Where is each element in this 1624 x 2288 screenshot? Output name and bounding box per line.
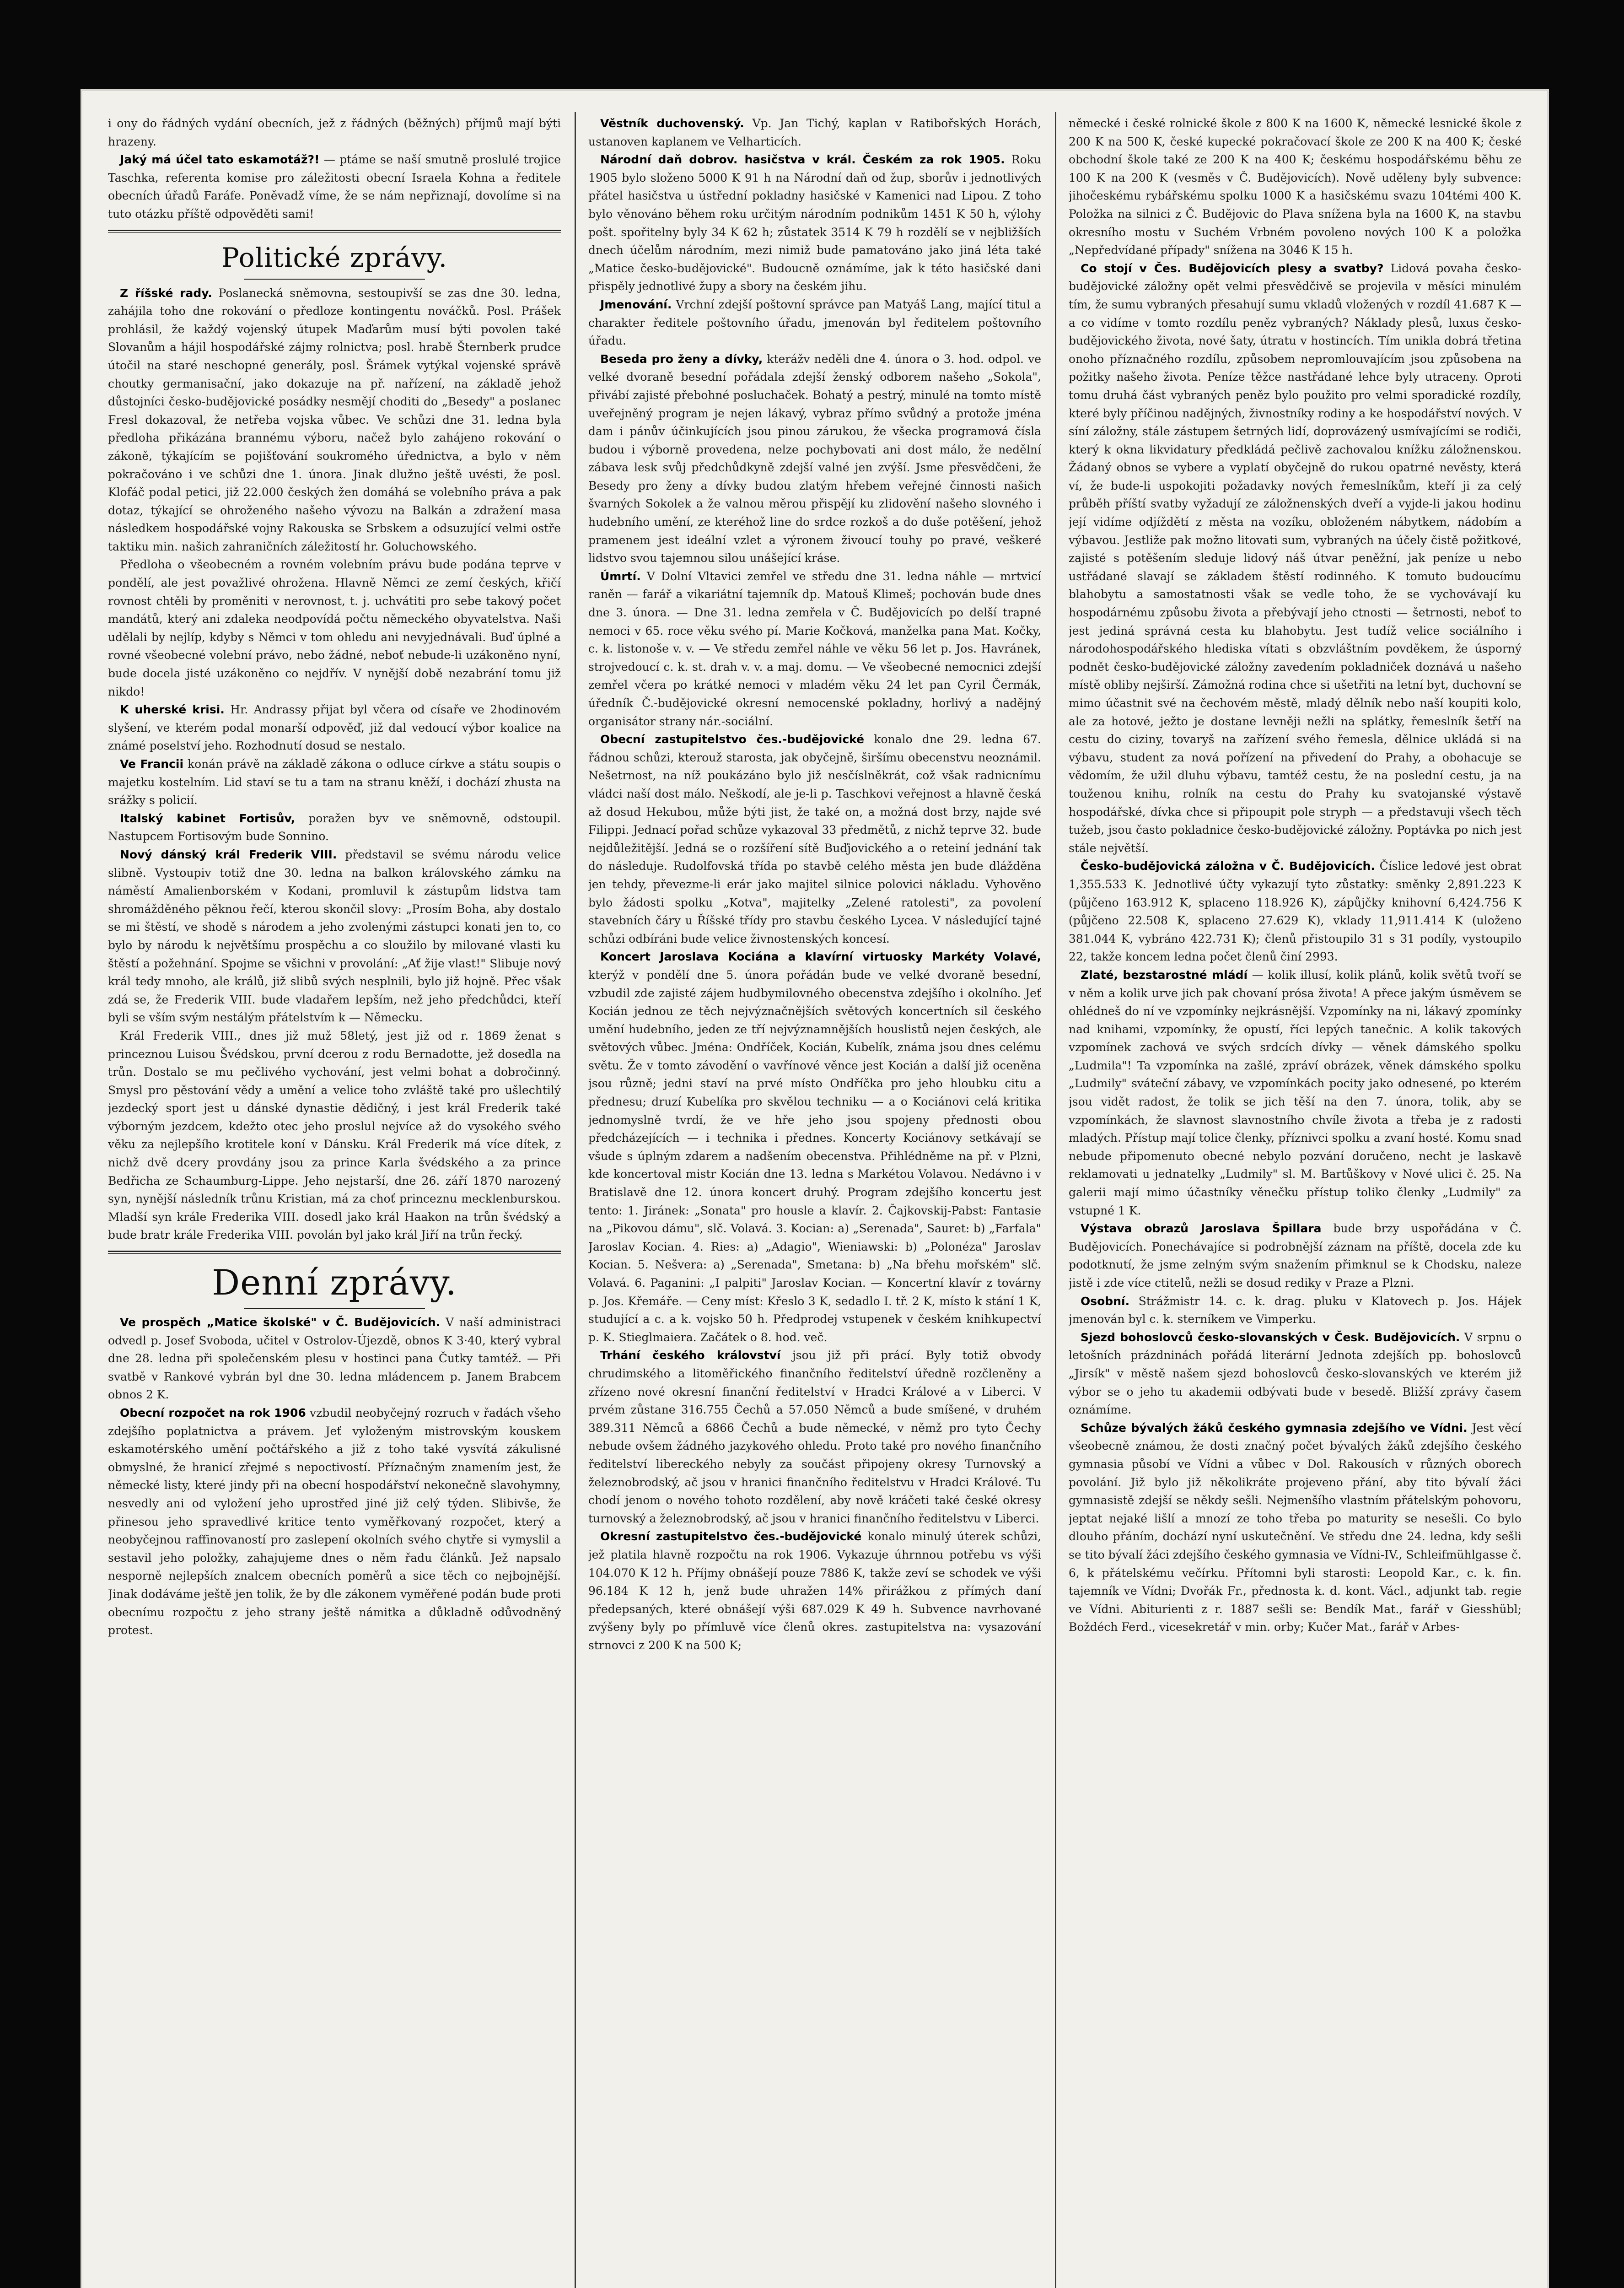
section-title-daily: Denní zprávy.	[212, 1262, 457, 1303]
article-heading: Obecní rozpočet na rok 1906	[120, 1406, 306, 1419]
paragraph	[588, 296, 1041, 350]
paragraph	[1069, 1292, 1522, 1328]
column-rule	[575, 112, 576, 2288]
title-underline	[244, 1308, 425, 1309]
article-heading: Ve prospěch „Matice školské" v Č. Budějovicích.	[120, 1316, 441, 1329]
article-text: jsou již při prácí. Byly totiž obvody chrudimského a litoměřického finančního ředitelství úředně rozčleněny a zřízeno nové okresní finanční ředitelství v Hradci Králové a v Liberci. V prvém zůstane 316.755 Čechů a 57.050 Němců a bude smíšené, v druhém 389.311 Němců a 6866 Čechů a bude německé, v němž pro tyto Čechy nebude ovšem žádného jazykového ohledu. Proto také pro nového finančního ředitelství libereckého nebyly za součást připojeny okresy Turnovský a železnobrodský, ač jsou v hranici finančního ředitelstvu v Hradci Králové. Tu chodí jenom o nového tohoto rozdělení, aby nově kráčeti také české okresy turnovský a železnobrodský, ač jsou v hranici finančního ředitelstvu v Liberci.	[588, 1349, 1041, 1525]
article-heading: Jmenování.	[600, 297, 672, 311]
paragraph: Král Frederik VIII., dnes již muž 58letý, jest již od r. 1869 ženat s princeznou Luisou Švédskou, první dcerou z rodu Bernadotte, jež dosedla na trůn. Dostalo se mu pečlivého vychování, jest velmi bohat a dobročinný. Smysl pro pěstování vědy a umění a velice toho zvláště také pro ušlechtilý jezdecký sport jest u dánské dynastie dědičný, i jest král Frederik také výborným jezdcem, kdežto otec jeho proslul nejvíce až do vysokého svého věku za nejlepšího krotitele koní v Dánsku. Král Frederik má více dítek, z nichž dvě dcery provdány jsou za prince Karla švédského a za prince Bedřicha ze Schaumburg-Lippe. Jeho nejstarší, dne 26. září 1870 narozený syn, nynější následník trůnu Kristian, má za choť princeznu mecklenburskou. Mladší syn krále Frederika VIII. dosedl jako král Haakon na trůn švédský a bude bratr krále Frederika VIII. povolán byl jako král Jiří na trůn řecký.	[108, 1029, 561, 1242]
newspaper-page	[81, 89, 1549, 2288]
paragraph	[1069, 259, 1522, 858]
article-text: kterýž v pondělí dne 5. února pořádán bude ve velké dvoraně besední, vzbudil zde zajisté zájem hudbymilovného obecenstva zdejšího i okolního. Jeť Kocián jednou ze těch nejvýznačnějších světových koncertních sil českého umění hudebního, jeden ze tří nejvýznamnějších houslistů nejen českých, ale světových vůbec. Jména: Ondříček, Kocián, Kubelík, známa jsou dnes celému světu. Že v tomto závodění o vavřínové věnce jest Kocián a další již oceněna jsou různě; jedni staví na prvé místo Ondříčka pro jeho hloubku citu a přednesu; druzí Kubelíka pro skvělou techniku — a o Kociánovi celá kritika jednomyslně tvrdí, že ve hře jeho jsou spojeny přednosti obou předcházejících — i technika i přednes. Koncerty Kociánovy setkávají se všude s úplným zdarem a nadšením obecenstva. Přihlédněme na př. v Plzni, kde koncertoval mistr Kocián dne 13. ledna s Markétou Volavou. Nedávno i v Bratislavě dne 12. února koncert druhý. Program zdejšího koncertu jest tento: 1. Jiránek: „Sonata" pro housle a klavír. 2. Čajkovskij-Pabst: Fantasie na „Pikovou dámu", slč. Volavá. 3. Kocian: a) „Serenada", Sauret: b) „Farfala" Jaroslav Kocian. 4. Ries: a) „Adagio", Wieniawski: b) „Polonéza" Jaroslav Kocian. 5. Nešvera: a) „Serenada", Smetana: b) „Na břehu mořském" slč. Volavá. 6. Paganini: „I palpiti" Jaroslav Kocian. — Koncertní klavír z továrny p. Jos. Křemáře. — Ceny míst: Křeslo 3 K, sedadlo I. tř. 2 K, místo k stání 1 K, studující a c. a k. vojsko 50 h. Předprodej vstupenek v českém knihkupectví p. K. Stieglmaiera. Začátek o 8. hod. več.	[588, 968, 1041, 1344]
paragraph	[108, 151, 561, 223]
article-text: Roku 1905 bylo složeno 5000 K 91 h na Národní daň od žup, sborův i jednotlivých přátel hasičstva u ústřední pokladny hasičské v Kamenici nad Lipou. Z toho bylo věnováno během roku určitým národním podnikům 1451 K 50 h, výlohy pošt. spořitelny byly 34 K 62 h; zůstatek 3514 K 79 h rozdělí se v nejbližších dnech účelům národním, mezi nimiž bude pamatováno jako jiná léta také „Matice česko-budějovické". Budoucně oznámíme, jak k této hasičské dani přispěly jednotlivé župy a sbory na českém jihu.	[588, 153, 1041, 293]
article-text: poražen byv ve sněmovně, odstoupil. Nastupcem Fortisovým bude Sonnino.	[108, 811, 561, 843]
article-text: — kolik illusí, kolik plánů, kolik světů tvoří se v něm a kolik urve jich pak chovaní prósa života! A přece jakým úsměvem se ohlédneš do ní ve vzpomínky nejkrásnější. Vzpomínky na ni, lákavý zpomínky nad knihami, vzpomínky, že opustí, říci lepých tanečnic. A kolik takových vzpomínek zachová ve svých srdcích dívky — věnek dámského spolku „Ludmila"! Ta vzpomínka na zašlé, zpráví obrázek, věnek dámského spolku „Ludmily" sváteční zábavy, ve vzpomínkách pocity jako odnesené, po kterém jsou vidět radost, že tolik se jich těší na den 7. února, tolik, aby se vzpomínkách, že slavnost slavnostního chvíle života a třeba je z radosti mladých. Přístup mají tolice členky, příznivci spolku a zvaní hosté. Komu snad nebude připomenuto obecné nebylo pozvání doručeno, necht je laskavě reklamovati u jednatelky „Ludmily" sl. M. Bartůškovy v Nové ulici č. 25. Na galerii mají mimo účastníky věnečku přístup toliko členky „Ludmily" za vstupné 1 K.	[1069, 968, 1522, 1217]
paragraph	[588, 151, 1041, 296]
article-heading: Obecní zastupitelstvo čes.-budějovické	[600, 733, 865, 746]
paragraph	[588, 114, 1041, 151]
column-middle	[588, 114, 1041, 2288]
paragraph	[108, 846, 561, 1027]
article-text: Poslanecká sněmovna, sestoupivší se zas dne 30. ledna, zahájila toho dne rokování o předloze kontingentu nováčků. Posl. Prášek prohlásil, že každý vojenský útupek Maďarům musí býti povolen také Slovanům a hájil hospodářské zájmy rolnictva; posl. hrabě Šternberk prudce útočil na staré neschopné generály, posl. Šrámek vytýkal vojenské správě choutky germanisační, jako dokazuje na př. nařízení, na základě jehož důstojníci česko-budějovické posádky nesmějí choditi do „Besedy" a poslanec Fresl dokazoval, že netřeba vojska vůbec. Ve schůzi dne 31. ledna byla předloha přikázána brannému výboru, načež bylo zahájeno rokování o zákoně, týkajícím se pojišťování soukromého úřednictva, a bylo v něm pokračováno i ve schůzi dne 1. února. Jinak dlužno ještě uvésti, že posl. Klofáč podal petici, již 22.000 českých žen domáhá se volebního práva a pak dotaz, týkající se ohroženého našeho vývozu na Balkán a zdražení masa následkem hospodářské vojny Rakouska se Srbskem a odsuzující velmi ostře taktiku min. našich zahraničních záležitostí hr. Goluchowského.	[108, 286, 561, 553]
column-rule	[1055, 112, 1056, 2288]
article-text: V srpnu o letošních prázdninách pořádá literární Jednota zdejších pp. bohoslovců „Jirsík" v městě našem sjezd bohoslovců česko-slovanských ve kterém již výbor se o jeho tu akademii odbývati bude v besedě. Bližší zprávy časem oznámíme.	[1069, 1330, 1522, 1417]
article-heading: Nový dánský král Frederik VIII.	[120, 847, 337, 861]
article-text: představil se svému národu velice slibně. Vystoupiv totiž dne 30. ledna na balkon královského zámku na náměstí Amalienborském v Kodani, promluvil k zástupům lidstva tam shromážděného pěknou řečí, kterou skončil slovy: „Prosím Boha, aby dostalo se mi štěstí, ve shodě s národem a jeho zvolenými zástupci konati jen to, co bylo by národu k největšímu prospěchu a co sloužilo by milované vlasti ku štěstí a požehnání. Spojme se všichni v provolání: „Ať žije vlast!" Slibuje nový král tedy mnoho, ale králů, již slibů svých nesplnili, bylo již hojně. Přec však zdá se, že Frederik VIII. bude vladařem lepším, než jeho předchůdci, kteří byli se vším svým nestálým přátelstvím k — Německu.	[108, 847, 561, 1025]
paragraph	[1069, 1419, 1522, 1636]
paragraph: i ony do řádných vydání obecních, jež z řádných (běžných) příjmů mají býti hrazeny.	[108, 117, 561, 148]
article-text: Vrchní zdejší poštovní správce pan Matyáš Lang, mající titul a charakter ředitele poštovního úřadu, jmenován byl ředitelem poštovního úřadu.	[588, 297, 1041, 348]
paragraph	[588, 730, 1041, 948]
article-text: bude brzy uspořádána v Č. Budějovicích. Ponechávajíce si podrobnější záznam na příště, docela zde ku podotknutí, že jsme zelným svým snažením přimknul se k Chodsku, naleze jistě i zde více ctitelů, nežli se dosud rediky v Praze a Plzni.	[1069, 1222, 1522, 1290]
article-text: kterážv neděli dne 4. února o 3. hod. odpol. ve velké dvoraně besední pořádala zdejší ženský odborem našeho „Sokola", přivábí zajisté přebohné posluchaček. Bohatý a pestrý, minulé na tomto místě uveřejněný program je nejen lákavý, vybraz přímo svůdný a protože jména dam i pánův účinkujících jsou pinou zárukou, že všecka programová čísla budou i výborně provedena, nelze pochybovati ani dost málo, že nedělní zábava lesk svůj předchůdkyně zdejší valné jen zvýší. Jsme přesvědčeni, že Besedy pro ženy a dívky budou zlatým hřebem veřejné činnosti našich švarných Sokolek a že valnou měrou přispějí ku zlidovění našeho slovného i hudebního umění, ze kteréhož line do srdce rozkoš a do duše potěšení, jehož pramenem jest ideální vzlet a výronem živoucí touhy po pravé, veškeré lidstvo svou tajemnou silou unášející kráse.	[588, 352, 1041, 565]
paragraph	[1069, 857, 1522, 966]
article-heading: Schůze bývalých žáků českého gymnasia zdejšího ve Vídni.	[1081, 1421, 1468, 1435]
article-heading: Z říšské rady.	[120, 286, 212, 300]
paragraph	[108, 1404, 561, 1640]
column-right	[1069, 114, 1522, 2288]
paragraph	[588, 350, 1041, 567]
article-text: Strážmistr 14. c. k. drag. pluku v Klatovech p. Jos. Hájek jmenován byl c. k. sterníkem ve Vimperku.	[1069, 1294, 1522, 1326]
article-heading: Trhání českého království	[600, 1349, 781, 1362]
article-heading: Beseda pro ženy a dívky,	[600, 352, 763, 366]
paragraph	[1069, 1328, 1522, 1419]
paragraph	[588, 1346, 1041, 1527]
section-divider	[108, 1251, 561, 1254]
article-heading: Italský kabinet Fortisův,	[120, 811, 296, 825]
article-heading: Zlaté, bezstarostné mládí	[1081, 968, 1248, 982]
article-text: Jest věcí všeobecně známou, že dosti značný počet bývalých žáků zdejšího českého gymnasia působí ve Vídni a vůbec v Dol. Rakousích v různých oborech povolání. Již bylo již několikráte projeveno přání, aby tito bývalí žáci gymnasistě zdejší se někdy sešli. Nejmenšího vlastním přátelským pohovoru, jeptat nejaké lišlí a mnozí ze toho třeba po maturity se nesešli. Co bylo dlouho přáním, dochází nyní uskutečnění. Ve středu dne 24. ledna, kdy sešli se tito bývalí žáci zdejšího českého gymnasia ve Vídni-IV., Schleifmühlgasse č. 6, k přátelskému večírku. Přítomni byli starosti: Leopold Kar., c. k. fin. tajemník ve Vídni; Dvořák Fr., přednosta k. d. kont. Václ., adjunkt tab. regie ve Vídni. Abiturienti z r. 1887 sešli se: Bendík Mat., farář v Giesshübl; Boždéch Ferd., vicesekretář v min. orby; Kučer Mat., farář v Arbes-	[1069, 1421, 1522, 1634]
article-text: vzbudil neobyčejný rozruch v řadách všeho zdejšího poplatnictva a právem. Jeť vyloženým mistrovským kouskem eskamotérského umění počtářského a již z toho také vysvítá zákulisné obmyslné, že hranicí zřejmé s nepoctivostí. Příznačným znamením jest, že německé listy, které jindy při na obecní hospodářství nekonečně slavohymny, nesvedly ani od vyložení jeho uprostřed jiné již celý týden. Slibivše, že přinesou jeho spravedlivé kritice tento vyměřkovaný rozpočet, který a neobyčejnou raffinovaností pro zaslepení okolních svého chytře si vymyslil a sestavil jeho položky, zahajujeme dnes o něm řadu článků. Jež napsalo nesporně nejlepších znalcem obecních poměrů a sice těch co nejbojnější. Jinak dodáváme ještě jen tolik, že by dle zákonem vyměřené podán bude proti obecnímu rozpočtu z jeho strany ještě námitka a důkladně odůvodněný protest.	[108, 1406, 561, 1637]
section-divider	[108, 230, 561, 233]
article-text: konalo dne 29. ledna 67. řádnou schůzi, kterouž starosta, jak obyčejně, širšímu obecenstvu neoznámil. Nešetrnost, na níž poukázáno bylo již nesčíslněkrát, což však radnicnímu vládci naší dost málo. Neškodí, ale je-li p. Taschkovi veřejnost a hlavně česká až dosud Hekubou, může býti jist, že také on, a možná dost brzy, najde své Filippi. Jednací pořad schůze vykazoval 33 předmětů, z nichž teprve 32. bude nejdůležitější. Jedná se o rozšíření sítě Buďjovického a o reteiní jednání tak do následuje. Rudolfovská třída po stavbě celého města jen bude dlážděna jen tehdy, převezme-li erár jako majitel silnice polovici nákladu. Vyhověno bylo žádosti spolku „Kotva", majitelky „Zelené ratolesti", za povolení stavebních čáry u Říšské třídy pro stavbu českého Lycea. V následující tajné schůzi odbíráni bude velice živnostenských koncesí.	[588, 733, 1041, 945]
paragraph	[108, 1313, 561, 1404]
article-text: V Dolní Vltavici zemřel ve středu dne 31. ledna náhle — mrtvicí raněn — farář a vikariátní tajemník dp. Matouš Klimeš; pochován bude dnes dne 3. února. — Dne 31. ledna zemřela v Č. Budějovicích po delší trapné nemoci v 65. roce věku svého pí. Marie Kočková, manželka pana Mat. Kočky, c. k. listonoše v. v. — Ve středu zemřel náhle ve věku 56 let p. Jos. Havránek, strojvedoucí c. k. st. drah v. v. a maj. domu. — Ve všeobecné nemocnici zdejší zemřel včera po krátké nemoci v mladém věku 24 let pan Cyril Čermák, úředník Č.-budějovické okresní nemocenské pokladny, horlivý a nadějný organisátor strany nár.-sociální.	[588, 569, 1041, 728]
column-left	[108, 114, 561, 2288]
paragraph	[108, 809, 561, 846]
article-heading: Okresní zastupitelstvo čes.-budějovické	[600, 1530, 862, 1543]
article-heading: Národní daň dobrov. hasičstva v král. Českém za rok 1905.	[600, 153, 1005, 167]
paragraph	[1069, 1220, 1522, 1292]
article-heading: Koncert Jaroslava Kociána a klavírní virtuosky Markéty Volavé,	[600, 950, 1041, 964]
paragraph: Předloha o všeobecném a rovném volebním právu bude podána teprve v pondělí, ale jest považlivé ohrožena. Hlavně Němci ze zemí českých, křičí rovnost chtěli by proměniti v nerovnost, t. j. uchvátiti pro sebe takový počet mandátů, který ani zdaleka neodpovídá počtu německého obyvatelstva. Naši udělali by nejlíp, kdyby s Němci v tom ohledu ani nevyjednávali. Buď úplné a rovné všeobecné volební právo, nebo žádné, neboť nebude-li uzákoněno nyní, bude docela jisté uzákoněno co nejdřív. V nynější době nezabrání tomu již nikdo!	[108, 558, 561, 698]
article-text: — ptáme se naší smutně proslulé trojice Taschka, referenta komise pro záležitosti obecní Israela Kohna a ředitele obecních úřadů Faráfe. Poněvadž víme, že se nám nepřiznají, dovolíme si na tuto otázku příště odpověděti sami!	[108, 153, 561, 221]
article-text: V naší administraci odvedl p. Josef Svoboda, učitel v Ostrolov-Újezdě, obnos K 3·40, který vybral dne 28. ledna při společenském plesu v hostinci pana Čutky tamtéž. — Při svatbě v Rankové vybrán byl dne 30. ledna mládencem p. Janem Brabcem obnos 2 K.	[108, 1316, 561, 1402]
article-heading: Česko-budějovická záložna v Č. Budějovicích.	[1081, 859, 1375, 873]
paragraph	[108, 755, 561, 809]
article-heading: Výstava obrazů Jaroslava Špillara	[1081, 1222, 1322, 1236]
article-heading: Ve Francii	[120, 757, 184, 771]
paragraph	[108, 701, 561, 755]
paragraph	[588, 1527, 1041, 1654]
article-heading: Osobní.	[1081, 1294, 1130, 1308]
article-heading: Jaký má účel tato eskamotáž?!	[120, 153, 320, 167]
paragraph	[588, 948, 1041, 1346]
article-text: Lidová povaha česko-budějovické záložny opět velmi přesvědčivě se projevila v měsíci minulém tím, že sumu vybraných přesahují sumu vkladů vložených v rozdíl 41.687 K — a co vidíme v tomto rozdílu peněz vybraných? Náklady plesů, luxus česko-budějovického života, nové šaty, útratu v hostincích. Tím unikla dobrá třetina onoho příznačného rozdílu, způsobem nepromlouvajícím jsou způsobena na požitky našeho života. Peníze těžce nastřádané lehce byly utraceny. Oproti tomu druhá část vybraných peněz bylo použito pro velmi sporadické rozdíly, které byly příčinou nadějných, živnostníky rodiny a ke hospodářství nových. V síní záložny, stále zástupem šetrných lidí, doprovázený usmívajícími se rodiči, který k okna likvidatury předkládá pečlivě zachovalou knížku záložnenskou. Žádaný obnos se vybere a vyplatí obyčejně do rukou opatrné nevěsty, která ví, že bude-li uspokojiti požadavky nových řemeslníkům, kteří ji za celý průběh příští svatby vyžadují ze záložnenských dveří a vyjde-li jakou hodinu její vidíme odjíždětí z města na vozíku, obloženém nábytkem, nádobím a výbavou. Jestliže pak možno litovati sum, vybraných na účely čistě požitkové, zajisté s potěšením sleduje lidový náš útvar peněžní, jak peníze u nebo ustřádané slavají se základem štěstí rodinného. K tomuto budoucímu blahobytu a samostatnosti však se vedle toho, že se vychovávají ku hospodárnému způsobu života a přebývají jeho ctnosti — šetrnosti, neboť to jest jediná správná cesta ku blahobytu. Jest tudíž velice sociálního i národohospodářského hlediska vítati s obzvláštním povděkem, že úsporný podnět česko-budějovické záložny zavedením pokladniček doznává u našeho místě obliby nejširší. Zámožná rodina chce si ušetřiti na letní byt, duchovní se mimo účastnit své na čechovém městě, mladý dělník nebo naší koupiti kolo, ale za hotové, ježto je dostane levněji nežli na splátky, řemeslník šetří na cestu do ciziny, tovaryš na zařízení svého řemesla, dělnice ukládá si na výbavu, student za nová pořízení na přivedení do Prahy, a obohacuje se vědomím, že užil dluhu výbavu, tamtéž cestu, že na poslední cestu, ja na touženou knihu, rolník na cestu do Prahy ku svatojanské výstavě hospodářské, dívka chce si připoupit pole stryph — a představuji všech těch tužeb, jsou často pokladnice česko-budějovické záložny. Poptávka po nich jest stále největší.	[1069, 261, 1522, 855]
paragraph	[1069, 966, 1522, 1220]
article-text: Číslice ledové jest obrat 1,355.533 K. Jednotlivé účty vykazují tyto zůstatky: směnky 2,891.223 K (půjčeno 163.912 K, splaceno 118.926 K), zápůjčky knihovní 6,424.756 K (půjčeno 22.508 K, splaceno 27.629 K), vklady 11,911.414 K (uloženo 381.044 K, vybráno 422.731 K); členů přistoupilo 31 s 31 podíly, vystoupilo 22, takže koncem ledna počet členů činí 2993.	[1069, 859, 1522, 964]
article-heading: Co stojí v Čes. Budějovicích plesy a svatby?	[1081, 261, 1384, 275]
article-text: Hr. Andrassy přijat byl včera od císaře ve 2hodinovém slyšení, ve kterém podal monarší odpověď, již dal vedoucí výbor koalice na známé poselství jeho. Rozhodnutí dosud se nestalo.	[108, 703, 561, 753]
article-text: konalo minulý úterek schůzi, jež platila hlavně rozpočtu na rok 1906. Vykazuje úhrnnou potřebu vs výši 104.070 K 12 h. Příjmy obnášejí pouze 7886 K, takže zeví se schodek ve výši 96.184 K 12 h, jenž bude uhražen 14% přirážkou z přímých daní předepsaných, které obnášejí výši 687.029 K 49 h. Subvence navrhované zvýšeny byly po přímluvě více členů okres. zastupitelstva na: vysazování strnovci z 200 K na 500 K;	[588, 1530, 1041, 1652]
article-text: Vp. Jan Tichý, kaplan v Ratibořských Horách, ustanoven kaplanem ve Velharticích.	[588, 117, 1041, 148]
paragraph	[108, 284, 561, 556]
section-title-politics: Politické zprávy.	[221, 242, 448, 273]
paragraph	[588, 567, 1041, 730]
article-heading: Úmrtí.	[600, 569, 641, 583]
article-heading: Věstník duchovenský.	[600, 117, 744, 130]
article-text: konán právě na základě zákona o odluce církve a státu soupis o majetku kostelním. Lid staví se tu a tam na stranu kněží, i dochází zhusta na srážky s policií.	[108, 757, 561, 807]
article-heading: K uherské krisi.	[120, 703, 225, 717]
paragraph: německé i české rolnické škole z 800 K na 1600 K, německé lesnické škole z 200 K na 500 K, české kupecké pokračovací škole ze 200 K na 400 K; české obchodní škole také ze 200 K na 400 K; českému hospodářskému běhu ze 100 K na 200 K (vesměs v Č. Budějovicích). Nově uděleny byly subvence: jihočeskému rybářskému spolku 1000 K a hasičskému svazu 104témi 400 K. Položka na silnici z Č. Budějovic do Plava snížena byla na 1600 K, na stavbu okresního mostu v Suchém Vrbném povoleno nových 100 K a položka „Nepředvídané případy" snížena na 3046 K 15 h.	[1069, 117, 1522, 257]
title-underline	[244, 279, 425, 280]
article-heading: Sjezd bohoslovců česko-slovanských v Česk. Budějovicích.	[1081, 1330, 1460, 1344]
